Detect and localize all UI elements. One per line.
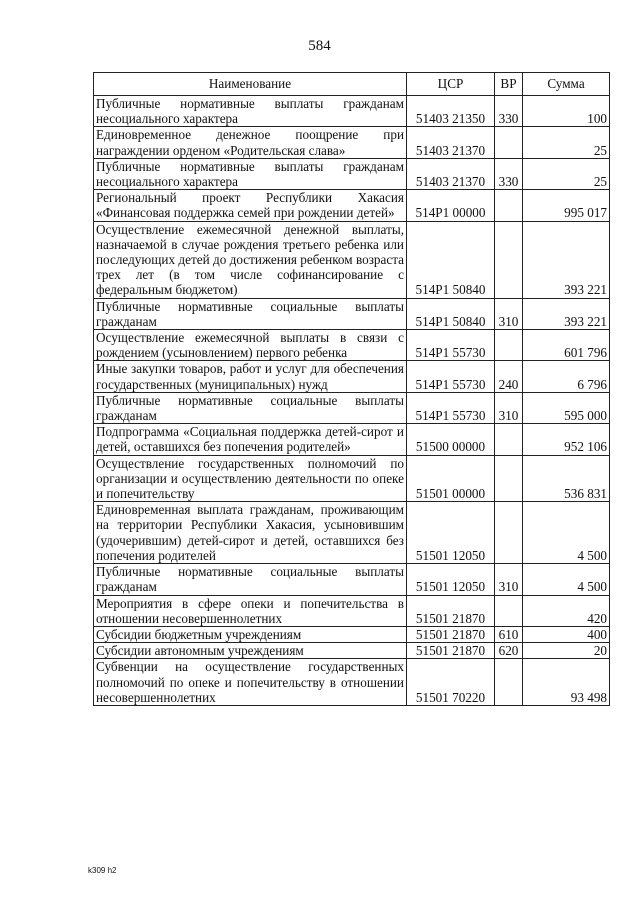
row-csr: 514P1 55730 (407, 330, 495, 361)
row-csr: 514P1 50840 (407, 298, 495, 329)
table-row (94, 221, 610, 298)
row-csr: 51403 21370 (407, 127, 495, 158)
row-sum: 400 (523, 626, 610, 642)
table-row (94, 424, 610, 455)
row-vr (495, 455, 523, 502)
row-name: Региональный проект Республики Хакасия «Финансовая поддержка семей при рождении детей» (94, 190, 407, 221)
row-name: Единовременная выплата гражданам, проживающим на территории Республики Хакасия, усыновившим (удочерившим) детей-сирот и детей, оставшихся без попечения родителей (94, 502, 407, 564)
table-row (94, 298, 610, 329)
row-sum: 952 106 (523, 424, 610, 455)
table-row (94, 564, 610, 595)
row-sum: 25 (523, 127, 610, 158)
table-row (94, 626, 610, 642)
row-csr: 51403 21370 (407, 158, 495, 189)
header-sum: Сумма (523, 73, 610, 96)
row-name: Мероприятия в сфере опеки и попечительства в отношении несовершеннолетних (94, 595, 407, 626)
row-vr (495, 330, 523, 361)
row-csr: 514P1 55730 (407, 361, 495, 392)
row-name: Публичные нормативные социальные выплаты гражданам (94, 564, 407, 595)
table-row (94, 392, 610, 423)
table-row (94, 190, 610, 221)
row-vr: 330 (495, 96, 523, 127)
row-csr: 51501 12050 (407, 564, 495, 595)
table-row (94, 330, 610, 361)
table-row (94, 361, 610, 392)
row-name: Осуществление ежемесячной выплаты в связи с рождением (усыновлением) первого ребенка (94, 330, 407, 361)
table-row (94, 502, 610, 564)
row-sum: 601 796 (523, 330, 610, 361)
header-name: Наименование (94, 73, 407, 96)
row-csr: 51501 21870 (407, 626, 495, 642)
row-csr: 51500 00000 (407, 424, 495, 455)
row-csr: 51501 21870 (407, 643, 495, 659)
row-name: Субсидии бюджетным учреждениям (94, 626, 407, 642)
row-vr: 330 (495, 158, 523, 189)
row-vr: 310 (495, 564, 523, 595)
row-name: Осуществление государственных полномочий по организации и осуществлению деятельности по опеке и попечительству (94, 455, 407, 502)
table-row (94, 127, 610, 158)
row-csr: 514P1 55730 (407, 392, 495, 423)
row-sum: 393 221 (523, 221, 610, 298)
row-vr (495, 659, 523, 706)
table-row (94, 595, 610, 626)
row-csr: 514P1 00000 (407, 190, 495, 221)
row-csr: 51501 21870 (407, 595, 495, 626)
table-row (94, 96, 610, 127)
row-name: Субвенции на осуществление государственных полномочий по опеке и попечительству в отношении несовершеннолетних (94, 659, 407, 706)
row-csr: 51501 00000 (407, 455, 495, 502)
row-name: Публичные нормативные социальные выплаты гражданам (94, 392, 407, 423)
table-row (94, 158, 610, 189)
row-sum: 393 221 (523, 298, 610, 329)
page-number: 584 (308, 38, 331, 54)
row-sum: 995 017 (523, 190, 610, 221)
table-row (94, 455, 610, 502)
row-name: Субсидии автономным учреждениям (94, 643, 407, 659)
table-header-row (94, 73, 610, 96)
row-csr: 514P1 50840 (407, 221, 495, 298)
row-vr: 310 (495, 392, 523, 423)
row-csr: 51501 70220 (407, 659, 495, 706)
header-csr: ЦСР (407, 73, 495, 96)
row-vr (495, 127, 523, 158)
footer-code: k309 h2 (88, 866, 117, 875)
row-name: Публичные нормативные выплаты гражданам несоциального характера (94, 158, 407, 189)
budget-table (93, 72, 610, 706)
row-vr (495, 424, 523, 455)
row-vr (495, 595, 523, 626)
row-sum: 20 (523, 643, 610, 659)
row-vr: 620 (495, 643, 523, 659)
row-sum: 100 (523, 96, 610, 127)
row-vr: 310 (495, 298, 523, 329)
row-vr (495, 190, 523, 221)
row-sum: 595 000 (523, 392, 610, 423)
row-sum: 6 796 (523, 361, 610, 392)
row-sum: 536 831 (523, 455, 610, 502)
row-name: Осуществление ежемесячной денежной выплаты, назначаемой в случае рождения третьего ребенка или последующих детей до достижения ребенком возраста трех лет (в том числе софинансирование с федеральным бюджетом) (94, 221, 407, 298)
row-csr: 51403 21350 (407, 96, 495, 127)
row-sum: 4 500 (523, 564, 610, 595)
row-vr (495, 221, 523, 298)
row-sum: 93 498 (523, 659, 610, 706)
row-sum: 420 (523, 595, 610, 626)
row-csr: 51501 12050 (407, 502, 495, 564)
row-sum: 25 (523, 158, 610, 189)
row-vr: 610 (495, 626, 523, 642)
row-name: Публичные нормативные выплаты гражданам несоциального характера (94, 96, 407, 127)
row-vr: 240 (495, 361, 523, 392)
row-vr (495, 502, 523, 564)
table-row (94, 643, 610, 659)
row-name: Иные закупки товаров, работ и услуг для обеспечения государственных (муниципальных) нужд (94, 361, 407, 392)
row-name: Единовременное денежное поощрение при награждении орденом «Родительская слава» (94, 127, 407, 158)
row-name: Подпрограмма «Социальная поддержка детей-сирот и детей, оставшихся без попечения родителей» (94, 424, 407, 455)
row-sum: 4 500 (523, 502, 610, 564)
header-vr: ВР (495, 73, 523, 96)
table-row (94, 659, 610, 706)
row-name: Публичные нормативные социальные выплаты гражданам (94, 298, 407, 329)
